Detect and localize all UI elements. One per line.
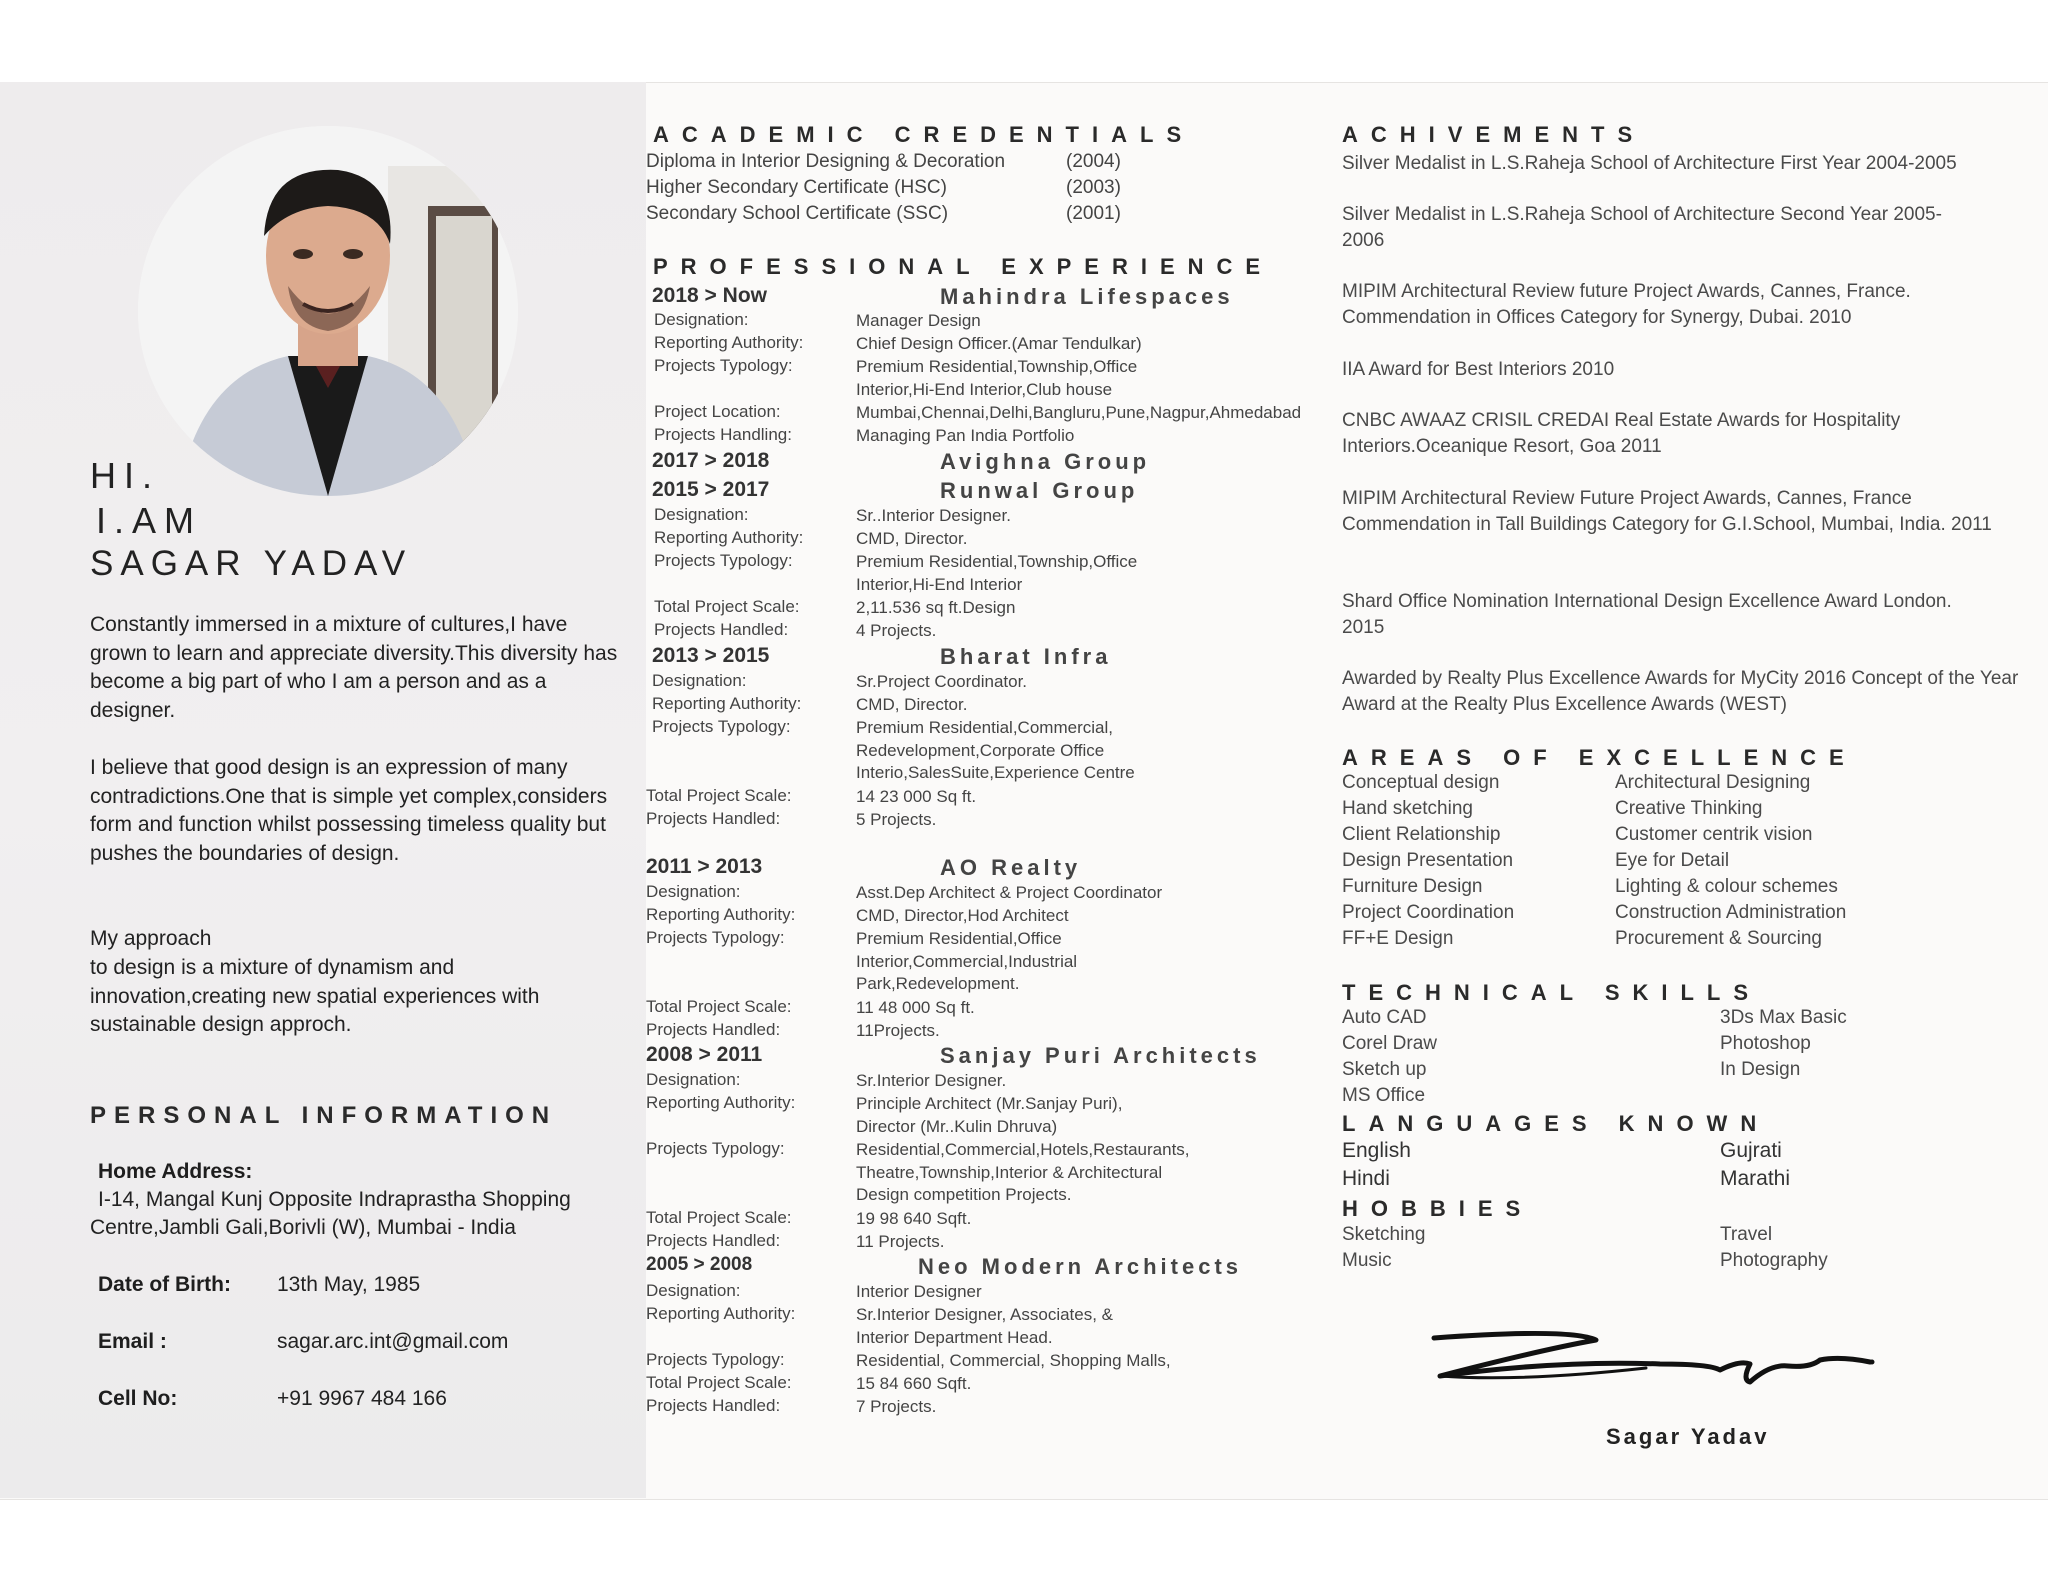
row-label: Projects Typology: <box>646 928 785 947</box>
row-value: 11 Projects. <box>856 1232 945 1251</box>
language-item: Gujrati <box>1720 1139 1782 1162</box>
row-label: Reporting Authority: <box>654 528 804 547</box>
row-value: Premium Residential,Township,Office Interior,Hi-End Interior,Club house <box>856 357 1138 399</box>
row-label: Projects Handled: <box>646 1396 781 1415</box>
academic-title: ACADEMIC CREDENTIALS <box>653 122 1195 147</box>
hobby-item: Photography <box>1720 1250 1828 1271</box>
greeting-iam: I.AM <box>96 500 203 541</box>
excellence-item: Project Coordination <box>1342 902 1515 923</box>
languages-title: LANGUAGES KNOWN <box>1342 1111 1770 1136</box>
job-period: 2015 > 2017 <box>652 478 770 501</box>
job-company: Neo Modern Architects <box>918 1254 1243 1279</box>
row-label: Total Project Scale: <box>646 1208 792 1227</box>
job-company: Mahindra Lifespaces <box>940 284 1234 309</box>
cell-value: +91 9967 484 166 <box>277 1387 447 1410</box>
achievement-item: CNBC AWAAZ CRISIL CREDAI Real Estate Awards for Hospitality Interiors.Oceanique Resort, Goa 2011 <box>1342 410 1901 457</box>
row-label: Projects Typology: <box>646 1350 785 1369</box>
language-item: Hindi <box>1342 1167 1390 1190</box>
row-label: Total Project Scale: <box>646 1373 792 1392</box>
skill-item: Corel Draw <box>1342 1033 1438 1054</box>
achievement-item: Silver Medalist in L.S.Raheja School of Architecture First Year 2004-2005 <box>1342 153 1957 174</box>
excellence-item: Design Presentation <box>1342 850 1514 871</box>
personal-info-title: PERSONAL INFORMATION <box>90 1102 558 1129</box>
excellence-item: Hand sketching <box>1342 798 1473 819</box>
excellence-item: Lighting & colour schemes <box>1615 876 1838 897</box>
row-value: 4 Projects. <box>856 621 937 640</box>
job-period: 2013 > 2015 <box>652 644 770 667</box>
signature-scribble <box>1420 1320 1880 1410</box>
achievement-item: Silver Medalist in L.S.Raheja School of Architecture Second Year 2005-2006 <box>1342 204 1942 251</box>
excellence-item: Conceptual design <box>1342 772 1500 793</box>
achievement-item: MIPIM Architectural Review Future Project Awards, Cannes, France Commendation in Tall Buildings Category for G.I.School, Mumbai, India. 2011 <box>1342 488 1992 535</box>
row-label: Designation: <box>646 1281 741 1300</box>
row-label: Designation: <box>654 310 749 329</box>
job-period: 2017 > 2018 <box>652 449 770 472</box>
about-paragraph-1: Constantly immersed in a mixture of cultures,I have grown to learn and appreciate diversity.This diversity has become a big part of who I am a person and as a designer. <box>90 613 618 722</box>
row-value: CMD, Director. <box>856 529 968 548</box>
achievement-item: Shard Office Nomination International Design Excellence Award London. 2015 <box>1342 591 1952 638</box>
job-period: 2011 > 2013 <box>646 855 763 878</box>
row-label: Projects Typology: <box>654 356 793 375</box>
row-value: Sr.Interior Designer. <box>856 1071 1007 1090</box>
row-label: Projects Handled: <box>646 809 781 828</box>
row-value: Sr.Interior Designer, Associates, & Interior Department Head. <box>856 1305 1114 1347</box>
row-value: Sr.Project Coordinator. <box>856 672 1028 691</box>
row-label: Reporting Authority: <box>652 694 802 713</box>
achievement-item: Awarded by Realty Plus Excellence Awards for MyCity 2016 Concept of the Year Award at the Realty Plus Excellence Awards (WEST) <box>1342 668 2019 715</box>
row-label: Designation: <box>646 882 741 901</box>
row-label: Total Project Scale: <box>646 786 792 805</box>
job-company: Avighna Group <box>940 449 1151 474</box>
skill-item: Sketch up <box>1342 1059 1427 1080</box>
achievements-title: ACHIVEMENTS <box>1342 122 1646 147</box>
excellence-item: Client Relationship <box>1342 824 1501 845</box>
row-label: Projects Handled: <box>646 1231 781 1250</box>
achievement-item: MIPIM Architectural Review future Project Awards, Cannes, France. Commendation in Offices Category for Synergy, Dubai. 2010 <box>1342 281 1911 328</box>
row-label: Reporting Authority: <box>646 1093 796 1112</box>
about-paragraph-2: I believe that good design is an expression of many contradictions.One that is simple yet complex,considers form and function whilst possessing timeless quality but pushes the boundaries of design. <box>90 756 608 865</box>
about-paragraph-3: to design is a mixture of dynamism and innovation,creating new spatial experiences with sustainable design approch. <box>90 956 540 1036</box>
person-name: SAGAR YADAV <box>90 544 413 583</box>
row-value: 11Projects. <box>856 1021 940 1040</box>
row-value: Manager Design <box>856 311 981 330</box>
excellence-item: Architectural Designing <box>1615 772 1811 793</box>
row-value: 11 48 000 Sq ft. <box>856 998 975 1017</box>
skill-item: Photoshop <box>1720 1033 1811 1054</box>
academic-item-3: Secondary School Certificate (SSC) <box>646 203 949 224</box>
dob-value: 13th May, 1985 <box>277 1273 421 1296</box>
row-value: 5 Projects. <box>856 810 937 829</box>
address-line-1: I-14, Mangal Kunj Opposite Indraprastha Shopping <box>98 1188 571 1211</box>
job-company: Runwal Group <box>940 478 1139 503</box>
skill-item: In Design <box>1720 1059 1801 1080</box>
job-period: 2018 > Now <box>652 284 767 307</box>
address-label: Home Address: <box>98 1160 253 1183</box>
hobbies-title: HOBBIES <box>1342 1196 1534 1221</box>
academic-item-2: Higher Secondary Certificate (HSC) <box>646 177 947 198</box>
excellence-item: Construction Administration <box>1615 902 1847 923</box>
row-label: Reporting Authority: <box>646 1304 796 1323</box>
row-value: Sr..Interior Designer. <box>856 506 1011 525</box>
row-value: Residential,Commercial,Hotels,Restaurants, Theatre,Township,Interior & Architectural Design competition Projects. <box>856 1140 1190 1204</box>
excellence-item: FF+E Design <box>1342 928 1454 949</box>
row-label: Designation: <box>646 1070 741 1089</box>
row-label: Designation: <box>654 505 749 524</box>
achievement-item: IIA Award for Best Interiors 2010 <box>1342 359 1615 380</box>
row-value: CMD, Director,Hod Architect <box>856 906 1069 925</box>
row-value: Mumbai,Chennai,Delhi,Bangluru,Pune,Nagpur,Ahmedabad <box>856 403 1302 422</box>
row-label: Projects Handling: <box>654 425 792 444</box>
academic-year-1: (2004) <box>1066 151 1121 172</box>
job-company: Bharat Infra <box>940 644 1112 669</box>
row-value: 14 23 000 Sq ft. <box>856 787 977 806</box>
row-value: Chief Design Officer.(Amar Tendulkar) <box>856 334 1142 353</box>
job-period: 2008 > 2011 <box>646 1043 763 1066</box>
dob-label: Date of Birth: <box>98 1273 231 1296</box>
academic-year-3: (2001) <box>1066 203 1121 224</box>
row-label: Reporting Authority: <box>646 905 796 924</box>
technical-title: TECHNICAL SKILLS <box>1342 980 1762 1005</box>
skill-item: Auto CAD <box>1342 1007 1427 1028</box>
signature-name: Sagar Yadav <box>1606 1424 1770 1449</box>
row-value: Premium Residential,Office Interior,Commercial,Industrial Park,Redevelopment. <box>856 929 1078 993</box>
row-label: Projects Handled: <box>654 620 789 639</box>
experience-title: PROFESSIONAL EXPERIENCE <box>653 254 1274 279</box>
skill-item: 3Ds Max Basic <box>1720 1007 1847 1028</box>
row-label: Reporting Authority: <box>654 333 804 352</box>
row-value: Managing Pan India Portfolio <box>856 426 1075 445</box>
greeting-hi: HI. <box>90 455 161 496</box>
row-label: Total Project Scale: <box>654 597 800 616</box>
excellence-item: Furniture Design <box>1342 876 1483 897</box>
row-label: Project Location: <box>654 402 781 421</box>
row-value: Premium Residential,Commercial, Redevelopment,Corporate Office Interio,SalesSuite,Experience Centre <box>856 718 1135 782</box>
academic-year-2: (2003) <box>1066 177 1121 198</box>
job-company: AO Realty <box>940 855 1082 880</box>
profile-photo <box>138 126 518 496</box>
excellence-title: AREAS OF EXCELLENCE <box>1342 745 1857 770</box>
excellence-item: Procurement & Sourcing <box>1615 928 1822 949</box>
row-label: Projects Typology: <box>646 1139 785 1158</box>
row-value: Principle Architect (Mr.Sanjay Puri), Director (Mr..Kulin Dhruva) <box>856 1094 1123 1136</box>
academic-item-1: Diploma in Interior Designing & Decoration <box>646 151 1006 172</box>
row-value: Asst.Dep Architect & Project Coordinator <box>856 883 1163 902</box>
about-paragraph-3-title: My approach <box>90 927 212 950</box>
address-line-2: Centre,Jambli Gali,Borivli (W), Mumbai - India <box>90 1216 516 1239</box>
hobby-item: Music <box>1342 1250 1392 1271</box>
hobby-item: Sketching <box>1342 1224 1426 1245</box>
row-label: Projects Typology: <box>654 551 793 570</box>
language-item: English <box>1342 1139 1411 1162</box>
row-label: Total Project Scale: <box>646 997 792 1016</box>
excellence-item: Creative Thinking <box>1615 798 1763 819</box>
row-value: 15 84 660 Sqft. <box>856 1374 972 1393</box>
row-value: Interior Designer <box>856 1282 982 1301</box>
job-period: 2005 > 2008 <box>646 1254 753 1275</box>
email-value: sagar.arc.int@gmail.com <box>277 1330 509 1353</box>
row-value: Premium Residential,Township,Office Interior,Hi-End Interior <box>856 552 1138 594</box>
row-label: Projects Handled: <box>646 1020 781 1039</box>
row-label: Designation: <box>652 671 747 690</box>
row-value: 7 Projects. <box>856 1397 937 1416</box>
language-item: Marathi <box>1720 1167 1791 1190</box>
skill-item: MS Office <box>1342 1085 1426 1106</box>
row-value: CMD, Director. <box>856 695 968 714</box>
excellence-item: Eye for Detail <box>1615 850 1730 871</box>
row-value: 2,11.536 sq ft.Design <box>856 598 1016 617</box>
hobby-item: Travel <box>1720 1224 1773 1245</box>
email-label: Email : <box>98 1330 167 1353</box>
job-company: Sanjay Puri Architects <box>940 1043 1261 1068</box>
row-label: Projects Typology: <box>652 717 791 736</box>
row-value: 19 98 640 Sqft. <box>856 1209 972 1228</box>
excellence-item: Customer centrik vision <box>1615 824 1813 845</box>
row-value: Residential, Commercial, Shopping Malls, <box>856 1351 1171 1370</box>
cell-label: Cell No: <box>98 1387 178 1410</box>
